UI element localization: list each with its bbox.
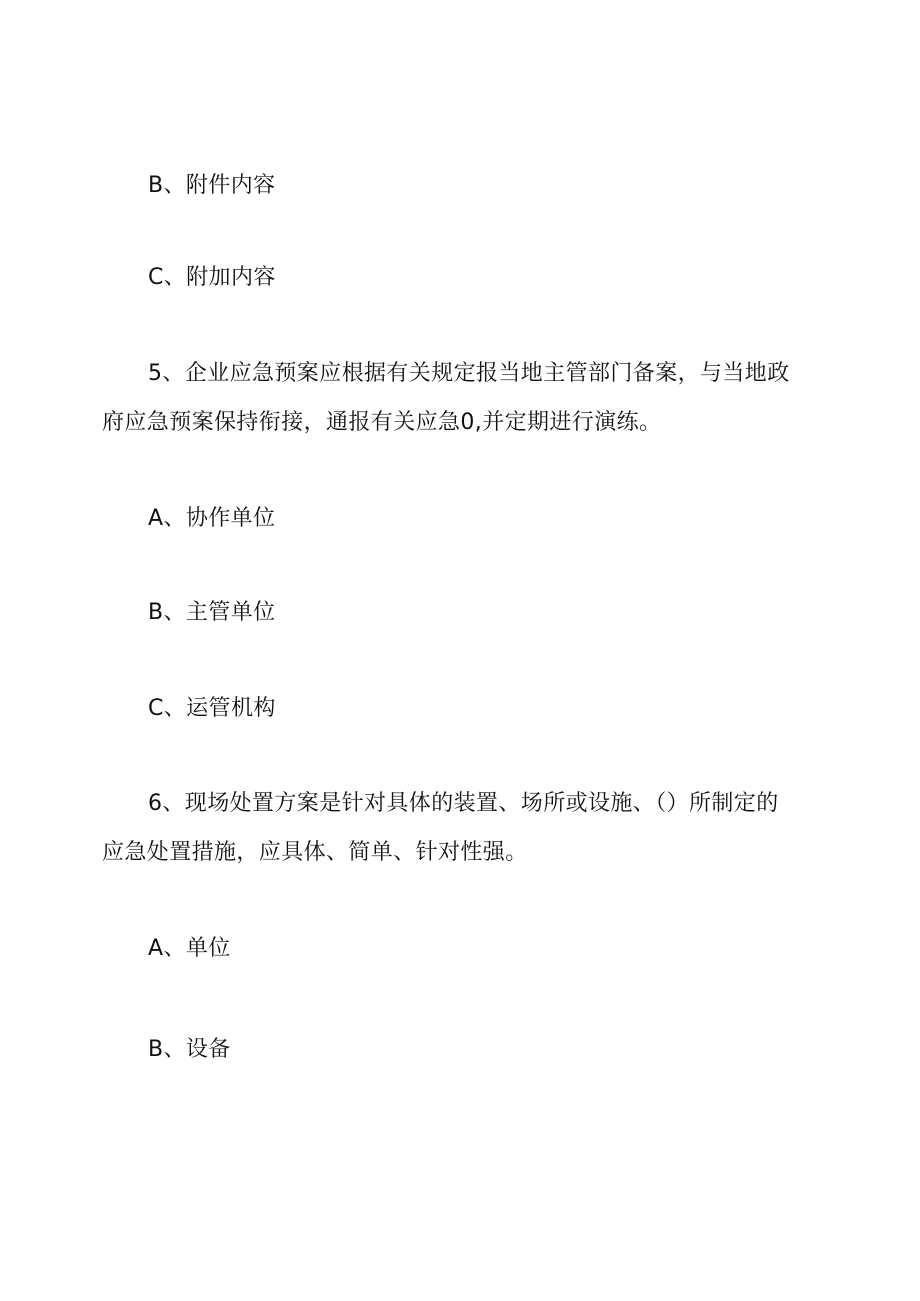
question-5-line-1: 5、企业应急预案应根据有关规定报当地主管部门备案，与当地政 bbox=[148, 361, 790, 386]
question-5-option-c: C、运管机构 bbox=[148, 696, 276, 721]
option-b-previous: B、附件内容 bbox=[148, 173, 276, 198]
option-c-previous: C、附加内容 bbox=[148, 265, 276, 290]
question-6-option-b: B、设备 bbox=[148, 1037, 231, 1062]
question-5-option-b: B、主管单位 bbox=[148, 600, 276, 625]
question-6-option-a: A、单位 bbox=[148, 936, 231, 961]
question-6-line-2: 应急处置措施，应具体、简单、针对性强。 bbox=[102, 840, 528, 865]
question-5-line-2: 府应急预案保持衔接，通报有关应急0,并定期进行演练。 bbox=[102, 410, 662, 435]
question-6-line-1: 6、现场处置方案是针对具体的装置、场所或设施、（）所制定的 bbox=[148, 791, 779, 816]
question-5-option-a: A、协作单位 bbox=[148, 506, 276, 531]
